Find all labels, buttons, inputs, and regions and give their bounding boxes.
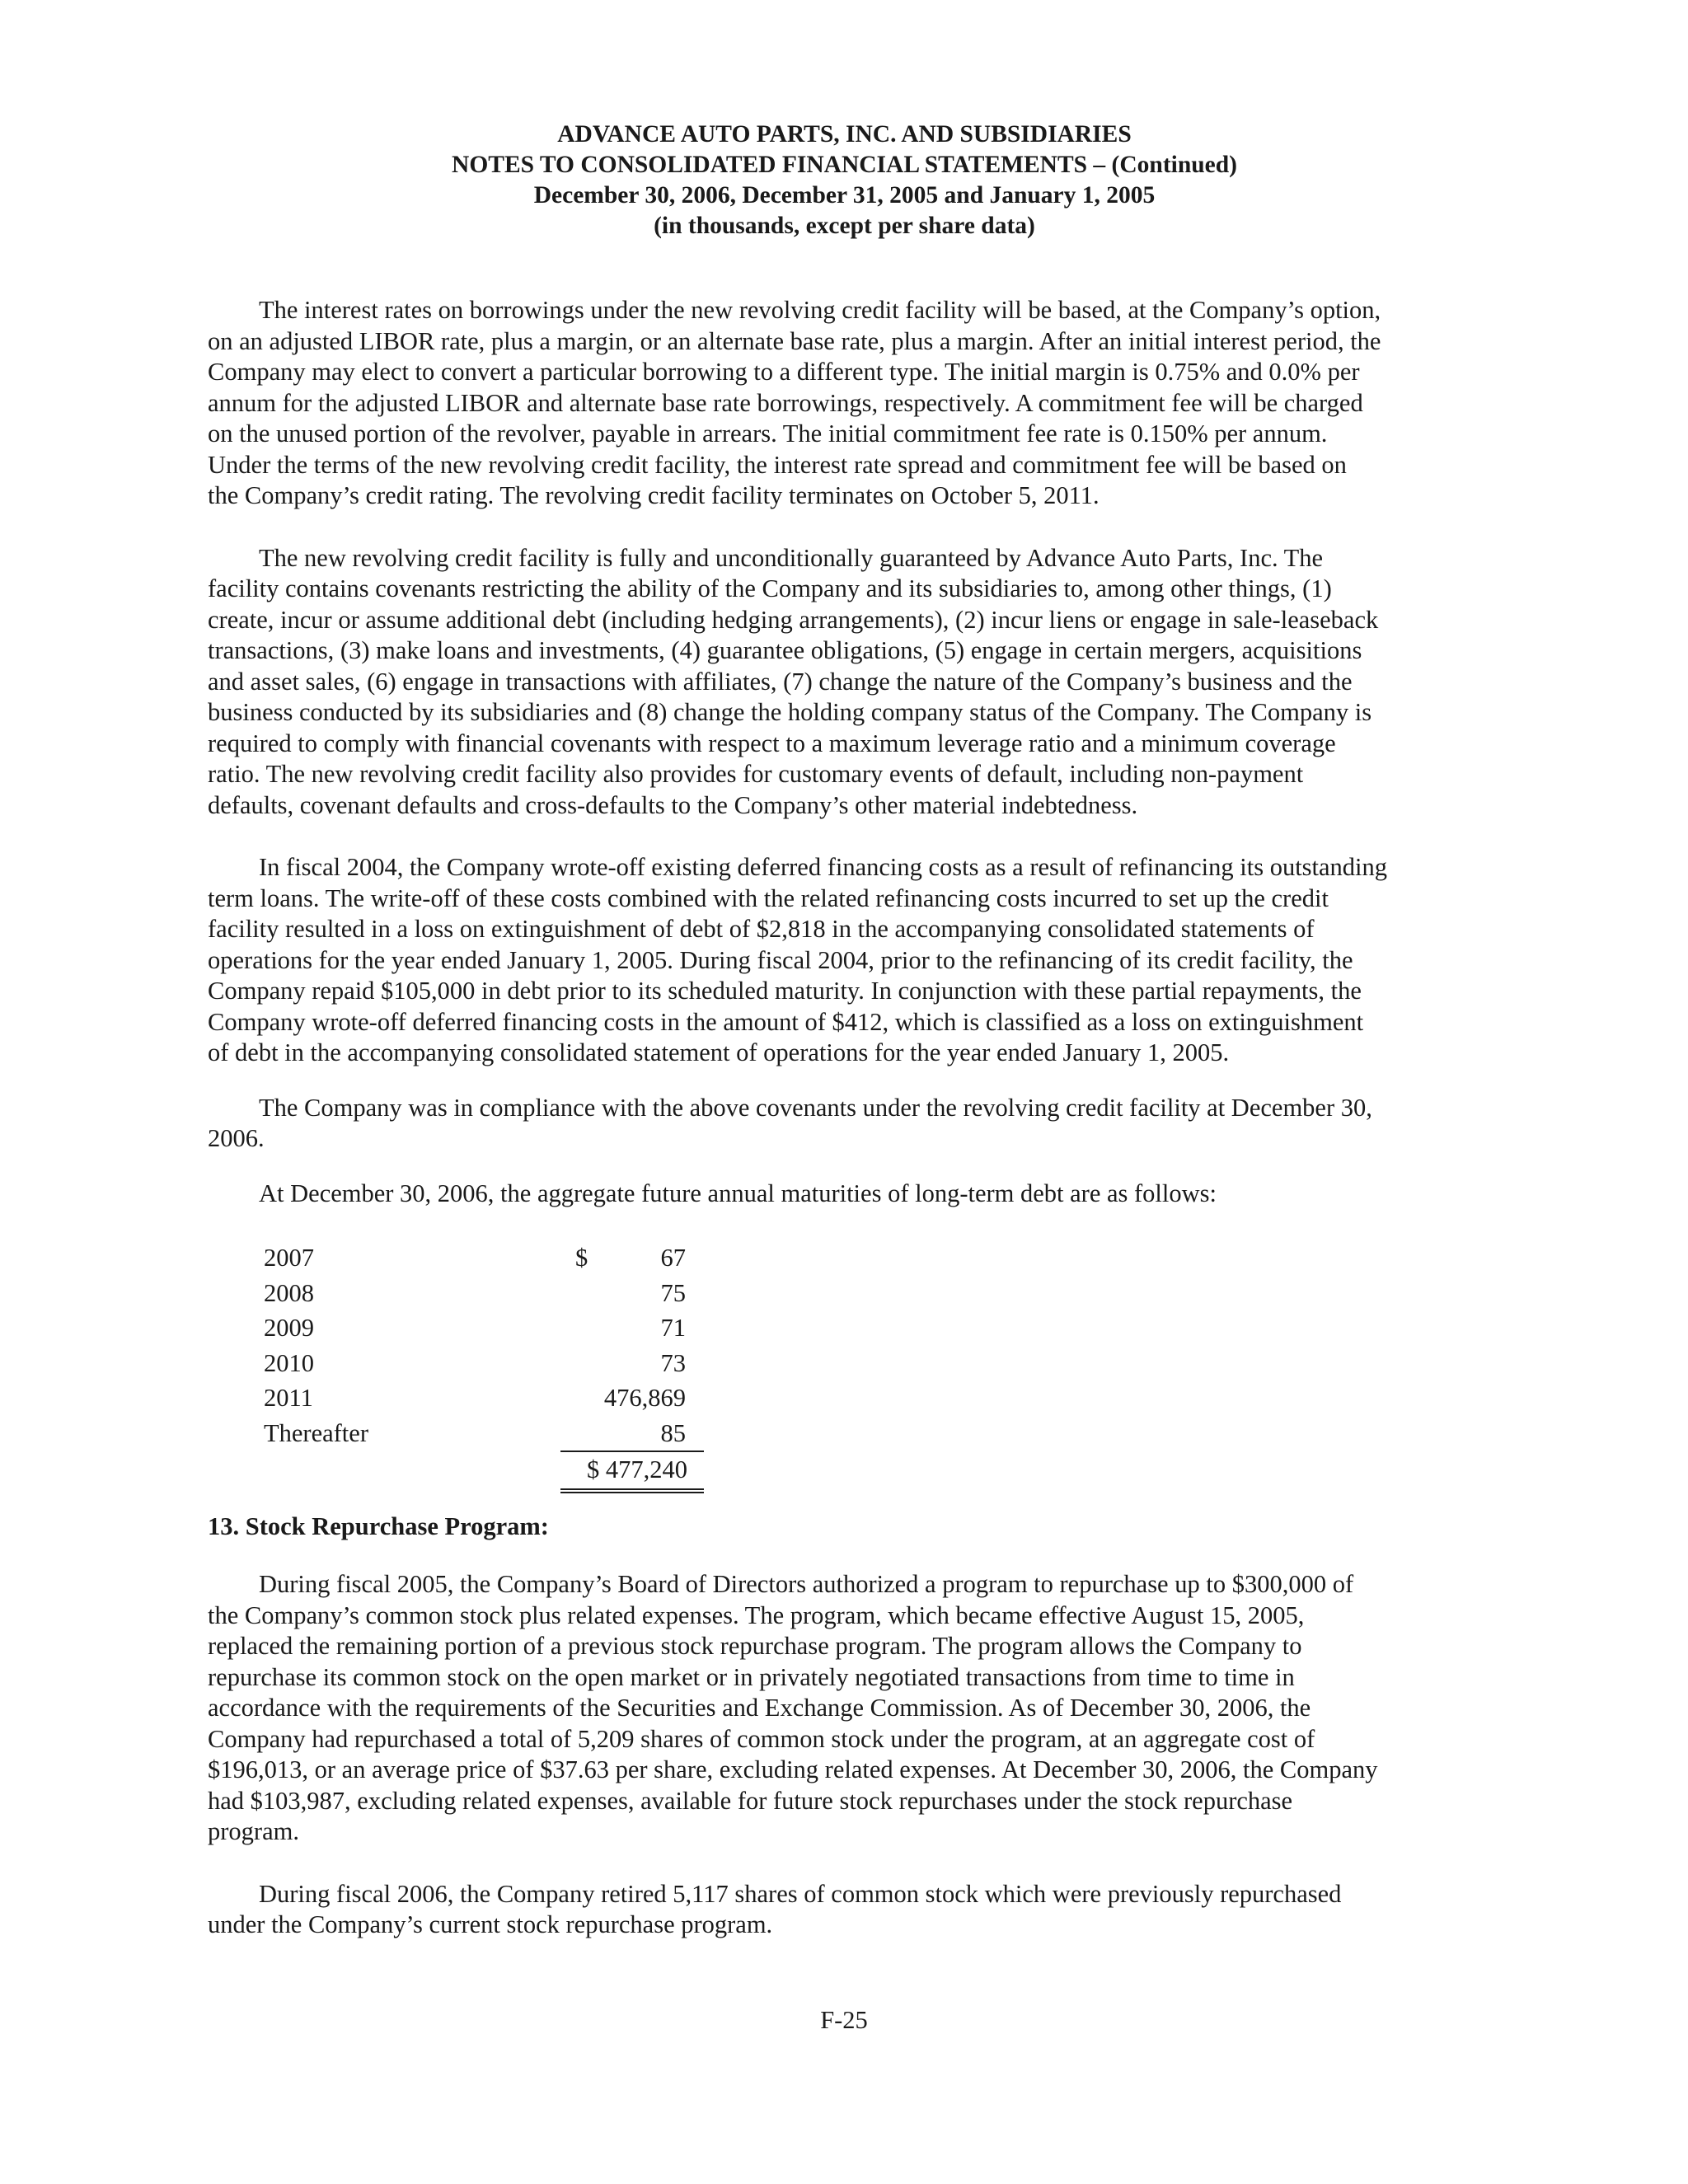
maturity-year: 2009 <box>264 1314 314 1342</box>
double-underline <box>560 1488 704 1493</box>
maturity-year: 2010 <box>264 1348 314 1377</box>
maturity-amount: 73 <box>660 1348 686 1377</box>
paragraph-compliance: The Company was in compliance with the above covenants under the revolving credit facility at December 30, 2006. <box>208 1093 1372 1152</box>
maturity-amount: 67 <box>660 1244 686 1272</box>
table-row <box>208 1240 702 1276</box>
maturity-amount: 85 <box>660 1418 686 1447</box>
table-total-row <box>560 1451 704 1488</box>
paragraph-repurchase-program: During fiscal 2005, the Company’s Board of Directors authorized a program to repurchase up to $300,000 of the Company’s common stock plus related expenses. The program, which became effective August 15, 2005, replaced the remaining portion of a previous stock repurchase program. The program allows the Company to repurchase its common stock on the open market or in privately negotiated transactions from time to time in accordance with the requirements of the Securities and Exchange Commission. As of December 30, 2006, the Company had repurchased a total of 5,209 shares of common stock under the program, at an aggregate cost of $196,013, or an average price of $37.63 per share, excluding related expenses. At December 30, 2006, the Company had $103,987, excluding related expenses, available for future stock repurchases under the stock repurchase program. <box>208 1570 1378 1845</box>
table-row <box>208 1276 702 1311</box>
paragraph-maturities-intro: At December 30, 2006, the aggregate future annual maturities of long-term debt are as follows: <box>259 1179 1217 1207</box>
page-number: F-25 <box>820 2006 868 2034</box>
section-13-title: 13. Stock Repurchase Program: <box>208 1512 549 1540</box>
paragraph-retired-shares: During fiscal 2006, the Company retired 5,117 shares of common stock which were previously repurchased under the Company’s current stock repurchase program. <box>208 1879 1342 1938</box>
maturities-table <box>208 1240 702 1493</box>
document-header <box>208 120 1481 241</box>
paragraph-covenants: The new revolving credit facility is fully and unconditionally guaranteed by Advance Auto Parts, Inc. The facility contains covenants restricting the ability of the Company and its subsidiaries to, among other things, (1) create, incur or assume additional debt (including hedging arrangements), (2) incur liens or engage in sale-leaseback transactions, (3) make loans and investments, (4) guarantee obligations, (5) engage in certain mergers, acquisitions and asset sales, (6) engage in transactions with affiliates, (7) change the nature of the Company’s business and the business conducted by its subsidiaries and (8) change the holding company status of the Company. The Company is required to comply with financial covenants with respect to a maximum leverage ratio and a minimum coverage ratio. The new revolving credit facility also provides for customary events of default, including non-payment defaults, covenant defaults and cross-defaults to the Company’s other material indebtedness. <box>208 543 1379 819</box>
header-dates: December 30, 2006, December 31, 2005 and January 1, 2005 <box>533 182 1156 209</box>
maturity-amount: 71 <box>660 1314 686 1342</box>
maturity-year: 2008 <box>264 1278 314 1307</box>
table-row <box>208 1380 702 1416</box>
page <box>208 120 1481 1941</box>
currency-symbol: $ <box>575 1244 588 1272</box>
header-company: ADVANCE AUTO PARTS, INC. AND SUBSIDIARIES <box>557 121 1132 148</box>
maturity-amount: 75 <box>660 1278 686 1307</box>
table-row <box>208 1346 702 1381</box>
paragraph-fiscal-2004: In fiscal 2004, the Company wrote-off existing deferred financing costs as a result of refinancing its outstanding term loans. The write-off of these costs combined with the related refinancing costs incurred to set up the credit facility resulted in a loss on extinguishment of debt of $2,818 in the accompanying consolidated statements of operations for the year ended January 1, 2005. During fiscal 2004, prior to the refinancing of its credit facility, the Company repaid $105,000 in debt prior to its scheduled maturity. In conjunction with these partial repayments, the Company wrote-off deferred financing costs in the amount of $412, which is classified as a loss on extinguishment of debt in the accompanying consolidated statement of operations for the year ended January 1, 2005. <box>208 853 1388 1066</box>
maturity-amount: 476,869 <box>603 1384 686 1412</box>
maturity-year: Thereafter <box>264 1418 368 1447</box>
paragraph-interest-rates: The interest rates on borrowings under the new revolving credit facility will be based, at the Company’s option, on an adjusted LIBOR rate, plus a margin, or an alternate base rate, plus a margin. After an initial interest period, the Company may elect to convert a particular borrowing to a different type. The initial margin is 0.75% and 0.0% per annum for the adjusted LIBOR and alternate base rate borrowings, respectively. A commitment fee will be charged on the unused portion of the revolver, payable in arrears. The initial commitment fee rate is 0.150% per annum. Under the terms of the new revolving credit facility, the interest rate spread and commitment fee will be based on the Company’s credit rating. The revolving credit facility terminates on October 5, 2011. <box>208 296 1381 509</box>
header-units: (in thousands, except per share data) <box>654 213 1035 239</box>
table-row <box>208 1416 702 1451</box>
maturity-total: $ 477,240 <box>587 1455 687 1483</box>
maturity-year: 2007 <box>264 1244 314 1272</box>
header-notes-title: NOTES TO CONSOLIDATED FINANCIAL STATEMENTS – (Continued) <box>452 152 1237 178</box>
maturity-year: 2011 <box>264 1384 313 1412</box>
table-row <box>208 1310 702 1346</box>
